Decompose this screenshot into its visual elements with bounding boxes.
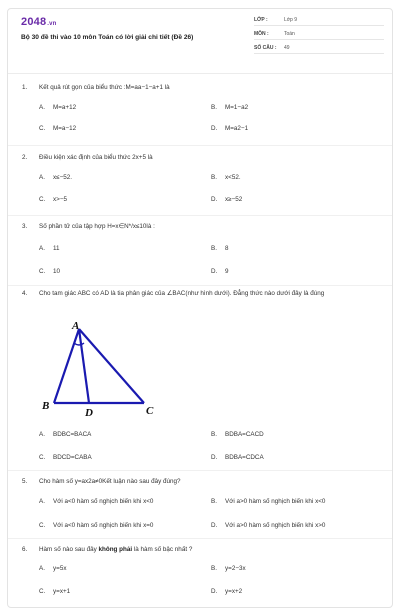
- option-b[interactable]: B. 8: [211, 245, 229, 252]
- option-a[interactable]: A. x≤−52.: [39, 174, 73, 181]
- option-a[interactable]: A. 11: [39, 245, 60, 252]
- separator: [8, 215, 392, 216]
- option-b[interactable]: B. BDBA=CACD: [211, 431, 264, 438]
- option-c[interactable]: C. y=x+1: [39, 588, 71, 595]
- option-a[interactable]: A. y=5x: [39, 565, 67, 572]
- exam-title: Bộ 30 đề thi vào 10 môn Toán có lời giải chi tiết (Đề 26): [21, 34, 194, 41]
- option-d[interactable]: D. 9: [211, 268, 229, 275]
- option-a[interactable]: A. Với a<0 hàm số nghịch biến khi x<0: [39, 498, 154, 505]
- separator: [8, 538, 392, 539]
- option-d[interactable]: D. M=a2−1: [211, 125, 249, 132]
- meta-grade: LỚP : Lớp 9: [254, 13, 384, 26]
- option-a[interactable]: A. M=a+12: [39, 104, 77, 111]
- header: [8, 9, 392, 71]
- option-d[interactable]: D. Với a>0 hàm số nghịch biến khi x>0: [211, 522, 326, 529]
- vertex-label-c: C: [146, 405, 154, 417]
- meta-count: SỐ CÂU : 49: [254, 41, 384, 54]
- option-b[interactable]: B. x<52.: [211, 174, 241, 181]
- separator: [8, 470, 392, 471]
- option-d[interactable]: D. y=x+2: [211, 588, 243, 595]
- option-d[interactable]: D. x≥−52: [211, 196, 243, 203]
- question-stem: Hàm số nào sau đây không phải là hàm số bậc nhất ?: [39, 546, 193, 553]
- option-b[interactable]: B. Với a>0 hàm số nghịch biến khi x<0: [211, 498, 326, 505]
- question-stem: Cho tam giác ABC có AD là tia phân giác của ∠BAC(như hình dưới). Đẳng thức nào dưới đây là đúng: [39, 290, 325, 297]
- emphasis-text: không phải: [98, 546, 133, 553]
- exam-page: 2048.vn Bộ 30 đề thi vào 10 môn Toán có lời giải chi tiết (Đề 26) LỚP : Lớp 9 MÔN : Toán SỐ CÂU : 49 1. Kết quả rút gọn của biểu thức :M=aa−1−a+1 là A. M=a+12 B. M=1−a2 C. M=a−12 D. M=a2−1 2. Điều kiện xác định của biểu thức 2x+5 là A. x≤−52. B. x<52. C. x>−5 D. x≥−52 3. Số phần tử của tập hợp H=x∈N*/x≤10là : A. 11 B. 8 C. 10 D. 9 4. Cho tam giác ABC có AD là tia phân giác của ∠BAC(như hình dưới). Đẳng thức nào dưới đây là đúng A B C D A. BDBC=BACA B. BDBA=CACD C. BDCD=CABA D. BDBA=CDCA 5. Cho hàm số y=ax2a≠0Kết luận nào sau đây đúng? A. Với a<0 hàm số nghịch biến khi x<0 B. Với a>0 hàm số nghịch biến khi x<0 C. Với a<0 hàm số nghịch biến khi x=0 D. Với a>0 hàm số nghịch biến khi x>0 6. Hàm số nào sau đây không phải là hàm số bậc nhất ? A. y=5x B. y=2−3x C. y=x+1 D. y=x+2: [7, 8, 393, 608]
- question-stem: Kết quả rút gọn của biểu thức :M=aa−1−a+1 là: [39, 84, 170, 91]
- option-c[interactable]: C. 10: [39, 268, 61, 275]
- option-a[interactable]: A. BDBC=BACA: [39, 431, 92, 438]
- option-c[interactable]: C. Với a<0 hàm số nghịch biến khi x=0: [39, 522, 154, 529]
- separator: [8, 285, 392, 286]
- vertex-label-a: A: [72, 320, 80, 332]
- meta-subject: MÔN : Toán: [254, 27, 384, 40]
- vertex-label-b: B: [42, 400, 50, 412]
- option-b[interactable]: B. M=1−a2: [211, 104, 249, 111]
- site-logo[interactable]: 2048.vn: [21, 16, 57, 28]
- triangle-figure: [34, 317, 164, 417]
- vertex-label-d: D: [85, 407, 93, 417]
- header-divider: [8, 73, 392, 74]
- option-d[interactable]: D. BDBA=CDCA: [211, 454, 264, 461]
- option-b[interactable]: B. y=2−3x: [211, 565, 246, 572]
- question-stem: Cho hàm số y=ax2a≠0Kết luận nào sau đây đúng?: [39, 478, 181, 485]
- question-stem: Điều kiện xác định của biểu thức 2x+5 là: [39, 154, 153, 161]
- separator: [8, 145, 392, 146]
- option-c[interactable]: C. x>−5: [39, 196, 68, 203]
- question-stem: Số phần tử của tập hợp H=x∈N*/x≤10là :: [39, 223, 155, 230]
- option-c[interactable]: C. BDCD=CABA: [39, 454, 92, 461]
- option-c[interactable]: C. M=a−12: [39, 125, 77, 132]
